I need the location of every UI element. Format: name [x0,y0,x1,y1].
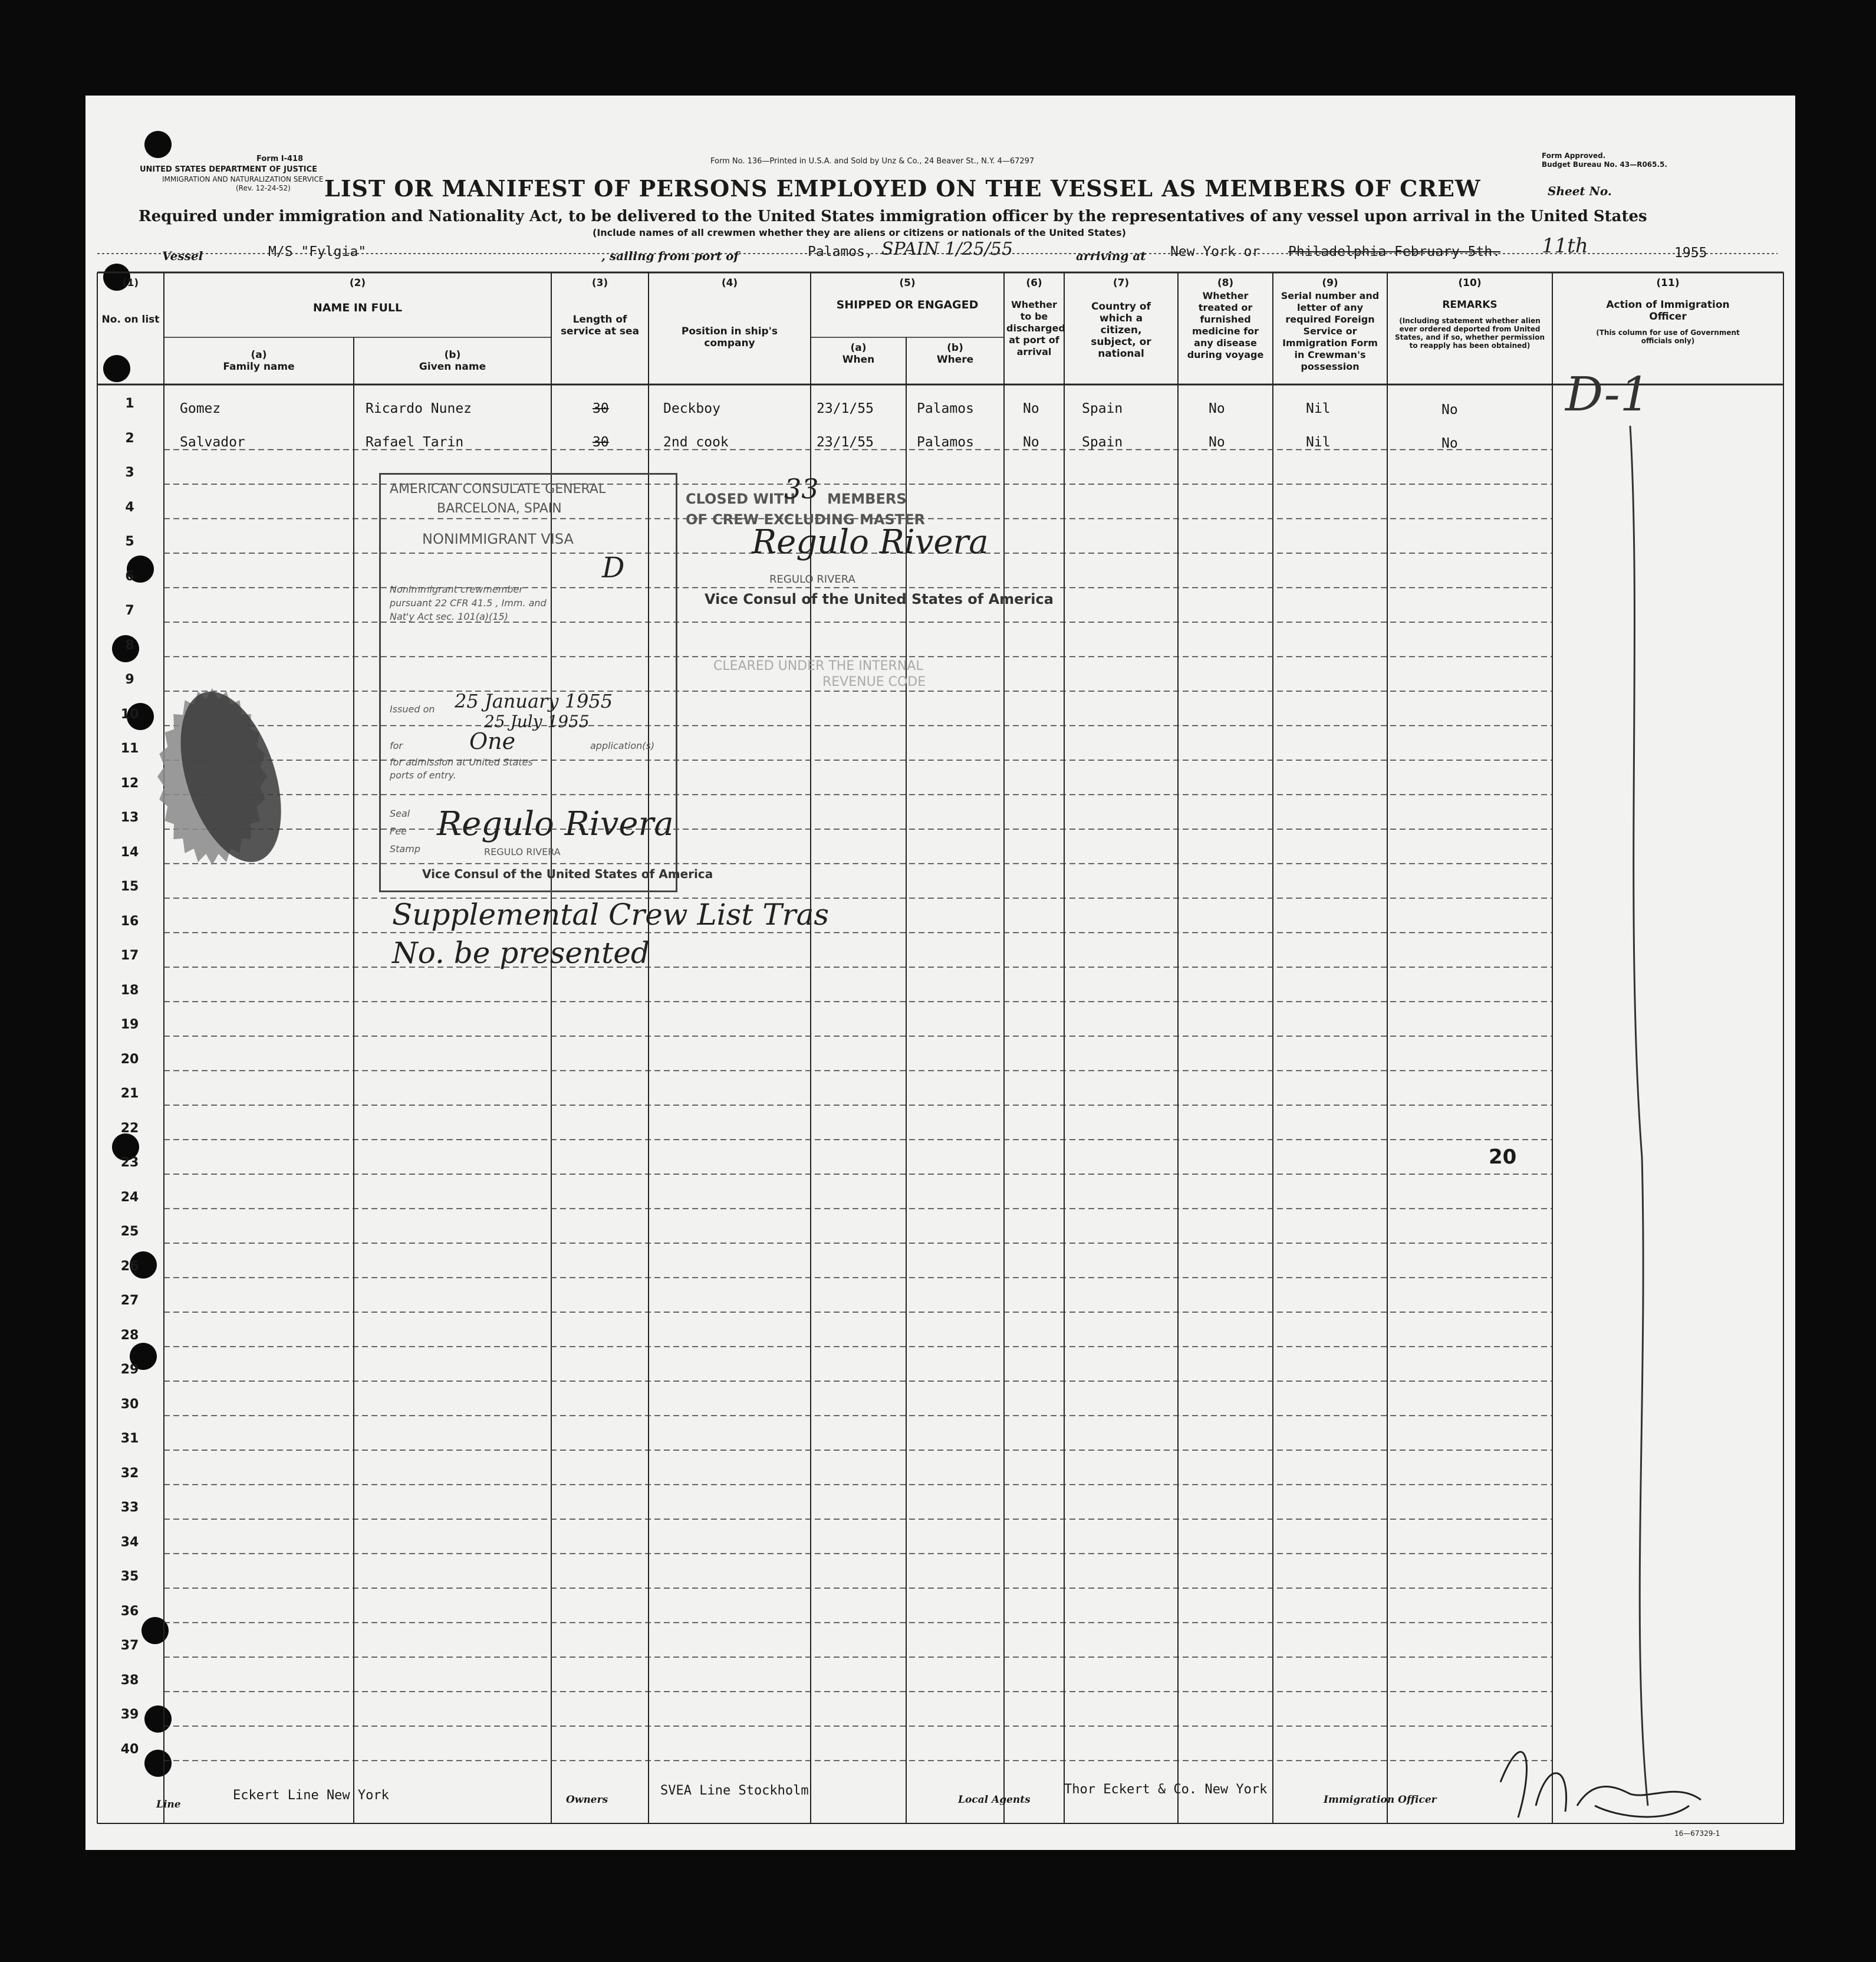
serial: Nil [1306,435,1331,450]
visa-stamp-text: Nonimmigrant crewmember [390,584,523,595]
visa-for-label: for [390,740,403,751]
col6-label: Whether to be discharged at port of arrival [1006,299,1065,357]
row-number: 18 [120,982,139,998]
row-number: 25 [120,1224,139,1239]
agency-service: IMMIGRATION AND NATURALIZATION SERVICE [162,175,324,183]
row-number: 26 [120,1258,139,1274]
country: Spain [1082,401,1123,416]
visa-stamp-consulate: AMERICAN CONSULATE GENERAL [390,482,606,497]
remarks: No [1441,402,1458,418]
visa-ports-text: for admission at United States [390,757,533,768]
visa-stamp-label: Stamp [390,843,420,855]
row-number: 19 [120,1017,139,1032]
row-number: 4 [125,499,134,515]
row-number: 9 [125,672,134,687]
shipped-when: 23/1/55 [817,435,874,450]
row-number: 40 [120,1741,139,1757]
budget-bureau: Budget Bureau No. 43—R065.5. [1542,160,1667,169]
col10-num: (10) [1458,277,1482,289]
row-number: 22 [120,1120,139,1136]
visa-stamp-type: NONIMMIGRANT VISA [422,531,574,547]
discharged: No [1023,401,1039,416]
visa-seal-label: Seal [390,808,410,819]
closed-stamp-members: MEMBERS [827,491,907,507]
col4-num: (4) [721,277,738,289]
col6-num: (6) [1026,277,1042,289]
page-title: LIST OR MANIFEST OF PERSONS EMPLOYED ON THE VESSEL AS MEMBERS OF CREW [324,175,1481,202]
row-number: 31 [120,1431,139,1446]
shipped-where: Palamos [917,401,974,416]
visa-fee-label: Fee [390,826,407,837]
row-number: 16 [120,913,139,929]
col8-num: (8) [1217,277,1234,289]
row-number: 5 [125,534,134,549]
row-number: 20 [120,1051,139,1067]
footer-line-label: Line [156,1799,181,1810]
visa-applications-label: application(s) [590,740,655,751]
row-number: 6 [125,568,134,584]
row-number: 24 [120,1189,139,1205]
col3-num: (3) [591,277,608,289]
form-subtitle: Required under immigration and Nationality Act, to be delivered to the United States immigration officer by the representatives of any vessel upon arrival in the United States [139,208,1647,225]
arriving-label: arriving at [1076,249,1146,263]
vessel-name: M/S "Fylgia" [268,244,367,259]
row-number: 1 [125,396,134,411]
row-number: 7 [125,603,134,618]
remarks: No [1441,436,1458,451]
col5-label: SHIPPED OR ENGAGED [836,298,979,311]
row-number: 28 [120,1327,139,1343]
row-number: 27 [120,1293,139,1308]
sailing-label: , sailing from port of [601,249,739,263]
col9-num: (9) [1322,277,1338,289]
col8-label: Whether treated or furnished medicine for any disease during voyage [1187,290,1264,360]
form-number: Form I-418 [256,155,304,163]
col1-num: (1) [122,277,139,289]
shipped-where: Palamos [917,435,974,450]
shipped-when: 23/1/55 [817,401,874,416]
col5b-letter: (b) [947,342,963,354]
row-number: 13 [120,810,139,825]
discharged: No [1023,435,1039,450]
printer-line: Form No. 136—Printed in U.S.A. and Sold by Unz & Co., 24 Beaver St., N.Y. 4—67297 [710,157,1035,166]
row-number: 12 [120,775,139,791]
form-revision: (Rev. 12-24-52) [236,184,291,192]
visa-for-count: One [469,728,516,754]
arrival-port: New York or [1170,244,1260,259]
row-number: 35 [120,1569,139,1584]
treated: No [1209,435,1225,450]
col11-label: Action of Immigration Officer [1606,299,1730,323]
row-number: 17 [120,948,139,963]
faint-stamp: REVENUE CODE [822,675,926,689]
closed-stamp-officer: REGULO RIVERA [769,573,855,586]
col10-note: (Including statement whether alien ever ordered deported from United States, and if so, whether permission to reapply has been obtained) [1394,317,1545,350]
visa-class-handwritten: D [602,551,625,584]
col2-num: (2) [349,277,366,289]
col7-num: (7) [1113,277,1130,289]
country: Spain [1082,435,1123,450]
col5a-letter: (a) [850,342,867,354]
service-length: 30 [593,435,609,450]
footer-owners-label: Owners [566,1794,608,1806]
row-number: 2 [125,430,134,446]
col11-note: (This column for use of Government officials only) [1596,328,1740,345]
arrival-year: 1955 [1674,245,1707,261]
visa-stamp-text: Nat'y Act sec. 101(a)(15) [390,611,508,622]
col2b-label: Given name [419,361,486,373]
serial: Nil [1306,401,1331,416]
col4-label: Position in ship's company [681,326,778,349]
col5a-label: When [842,354,875,366]
row-number: 36 [120,1603,139,1619]
visa-issued-date: 25 January 1955 [455,690,613,712]
row-number: 11 [120,741,139,756]
position: 2nd cook [663,435,729,450]
visa-issued-label: Issued on [390,704,435,715]
sheet-label: Sheet No. [1548,184,1612,198]
row-number: 32 [120,1465,139,1481]
col5b-label: Where [936,354,974,366]
form-approved: Form Approved. [1542,152,1606,160]
row-number: 34 [120,1534,139,1550]
col3-label: Length of service at sea [560,314,640,337]
given-name: Ricardo Nunez [366,401,472,416]
given-name: Rafael Tarin [366,435,464,450]
closed-stamp-title: Vice Consul of the United States of America [705,591,1054,607]
row-number: 33 [120,1500,139,1515]
footer-line-value: Eckert Line New York [233,1788,389,1803]
action-mark: D-1 [1565,367,1650,422]
agency-line: UNITED STATES DEPARTMENT OF JUSTICE [140,165,318,174]
visa-valid-date: 25 July 1955 [484,712,590,731]
row-number: 29 [120,1362,139,1377]
family-name: Salvador [180,435,245,450]
faint-stamp: CLEARED UNDER THE INTERNAL [713,659,923,673]
position: Deckboy [663,401,720,416]
col2b-letter: (b) [444,349,461,361]
row-number: 39 [120,1707,139,1722]
col2a-letter: (a) [251,349,267,361]
row-number: 8 [125,637,134,653]
visa-officer-title: Vice Consul of the United States of America [422,867,713,881]
closed-stamp-signature: Regulo Rivera [752,523,989,561]
footer-form-code: 16—67329-1 [1674,1829,1720,1838]
visa-stamp-text: pursuant 22 CFR 41.5 , Imm. and [390,597,547,609]
handwritten-note: No. be presented [392,936,650,970]
col10-label: REMARKS [1442,299,1497,311]
closed-stamp-label: CLOSED WITH [686,491,796,507]
row-number: 38 [120,1672,139,1688]
col2-label: NAME IN FULL [312,301,403,314]
treated: No [1209,401,1225,416]
col9-label: Serial number and letter of any required Foreign Service or Immigration Form in Crewman's possession [1281,290,1380,372]
row-number: 30 [120,1396,139,1412]
handwritten-note: Supplemental Crew List Tras [392,898,830,932]
row-number: 37 [120,1638,139,1653]
crew-count-handwritten: 33 [784,473,819,505]
row-number: 15 [120,879,139,894]
col5-num: (5) [899,277,916,289]
arrival-date-handwritten: 11th [1542,234,1588,258]
row-number: 3 [125,465,134,480]
row-number: 23 [120,1155,139,1170]
col1-label: No. on list [101,314,160,326]
family-name: Gomez [180,401,221,416]
departure-port-handwritten: SPAIN 1/25/55 [881,239,1013,259]
row-number: 21 [120,1086,139,1101]
footer-agents-value: Thor Eckert & Co. New York [1064,1782,1268,1797]
footer-owners-value: SVEA Line Stockholm [660,1783,809,1798]
closed-stamp-excluding: OF CREW EXCLUDING MASTER [686,511,926,528]
manifest-page [85,96,1795,1850]
row-number: 10 [120,706,139,722]
arrival-struck: Philadelphia February 5th. [1288,244,1501,259]
visa-ports-text: ports of entry. [390,770,456,781]
footer-agents-label: Local Agents [958,1794,1031,1806]
service-length: 30 [593,401,609,416]
col2a-label: Family name [223,361,295,373]
form-note: (Include names of all crewmen whether they are aliens or citizens or nationals of the United States) [593,227,1126,238]
vice-consul-signature: Regulo Rivera [437,805,674,843]
page-number: 20 [1489,1145,1517,1169]
departure-port: Palamos, [808,244,873,259]
visa-stamp-city: BARCELONA, SPAIN [437,501,562,516]
col7-label: Country of which a citizen, subject, or national [1091,301,1151,360]
col11-num: (11) [1656,277,1680,289]
row-number: 14 [120,844,139,860]
vessel-label: Vessel [162,249,203,263]
visa-stamp [379,473,713,892]
visa-officer-name: REGULO RIVERA [484,846,561,857]
footer-officer-label: Immigration Officer [1324,1794,1437,1806]
